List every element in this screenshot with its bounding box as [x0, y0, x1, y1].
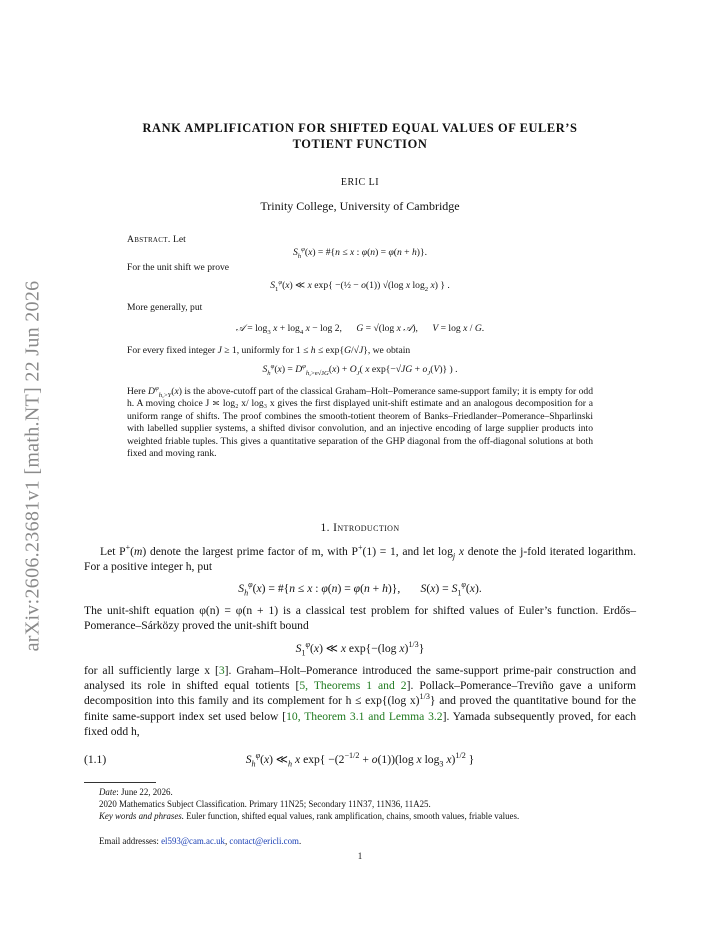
abstract-intro-line	[127, 234, 186, 246]
section-title: 1. Introduction	[320, 522, 400, 534]
abstract-closing-paragraph: Here $D^\varphi_{h,>Y}(x)$ is the above-cutoff part of the classical Graham–Holt–Pomerance same-support family; it is empty for odd h. A moving choice J ≍ log₂ x/ log₃ x gives the first displayed unit-shift estimate and an analogous decomposition for a uniform range of shifts. The proof combines the smooth-totient theorem of Banks–Friedlander–Pomerance–Shparlinski with labelled supplier systems, a shifted divisor convolution, and an injective encoding of large supplier products into weighted friable tuples. This gives a quantitative separation of the GHP diagonal from the off-diagonal solutions at both fixed and moving rank.	[127, 384, 593, 460]
intro-eq-definition: $S_h^\varphi(x)$ = #{n ≤ x : φ(n) = φ(n + h)}, $S(x) = S_1^\varphi(x)$.	[238, 580, 482, 598]
intro-paragraph-2: The unit-shift equation φ(n) = φ(n + 1) is a classical test problem for shifted values of Euler’s function. Erdős–Pomerance–Sárközy proved the unit-shift bound	[84, 604, 636, 633]
abstract-eq-decomposition: $S_h^\varphi(x) = D^\varphi_{h,>e√JG}(x) + O_J$( x $\exp\{-√JG + o_J(V)\}$ ) .	[262, 362, 458, 377]
citation-10[interactable]: 10, Theorem 3.1 and Lemma 3.2	[286, 709, 443, 723]
email-link-ericli[interactable]: contact@ericli.com	[229, 836, 299, 846]
author-name: ERIC LI	[340, 177, 380, 188]
citation-3[interactable]: 3	[218, 664, 225, 677]
abstract-eq-definitions: 𝒜 = $\log_3 x + \log_4 x - \log 2$, G = √(log x 𝒜), V = log x / G.	[235, 323, 485, 336]
abstract-eq-unit-bound: $S_1^\varphi(x)$ ≪ x exp{ −(½ − o(1)) √(log x $\log_2 x$) } .	[270, 278, 450, 293]
section-heading	[0, 522, 720, 534]
equation-number: (1.1)	[84, 753, 107, 766]
abstract-unit-shift-text: For the unit shift we prove	[127, 262, 230, 273]
title-line-1: RANK AMPLIFICATION FOR SHIFTED EQUAL VALUES OF EULER’S	[142, 121, 578, 135]
abstract-let: Let	[172, 234, 186, 245]
footnote-rule	[84, 782, 156, 783]
intro-paragraph-1: Let P+(m) denote the largest prime factor of m, with P+(1) = 1, and let $\log_j x$ denote the j-fold iterated logarithm. For a positive integer h, put	[84, 543, 636, 574]
paper-title	[100, 121, 620, 152]
intro-paragraph-3: for all sufficiently large x [3]. Graham–Holt–Pomerance introduced the same-support prime-pair construction and analysed its role in shifted equal totients [5, Theorems 1 and 2]. Pollack–Pomerance–Treviño gave a uniform decomposition into this family and its complement for h ≤ exp{(log x)$^{1/3}$} and proved the quantitative bound for the finite same-support index set used below [10, Theorem 3.1 and Lemma 3.2]. Yamada subsequently proved, for each fixed odd h,	[84, 664, 636, 738]
footnote-msc: 2020 Mathematics Subject Classification. Primary 11N25; Secondary 11N37, 11N36, 11A25.	[99, 799, 431, 809]
footnote-date: Date: June 22, 2026.	[99, 787, 173, 797]
abstract-more-generally: More generally, put	[127, 302, 203, 313]
intro-eq-eps-bound: $S_1^\varphi(x)$ ≪ x exp{−(log x)$^{1/3}$}	[295, 640, 425, 658]
arxiv-stamp	[18, 246, 48, 686]
footnote-emails: Email addresses: el593@cam.ac.uk, contact@ericli.com.	[99, 836, 302, 846]
citation-5[interactable]: 5, Theorems 1 and 2	[299, 679, 407, 693]
abstract-label: Abstract.	[127, 234, 171, 245]
email-link-cam[interactable]: el593@cam.ac.uk	[161, 836, 225, 846]
title-line-2: TOTIENT FUNCTION	[292, 136, 428, 151]
intro-eq-yamada: $S_h^\varphi(x)$ $≪_h$ x $\exp\{ -(2^{-1/2} + o(1))(\log$ x $\log_3 x)^{1/2}$ }	[245, 751, 475, 769]
abstract-eq-count: $S_h^\varphi(x)$ = #{n ≤ x : φ(n) = φ(n + h)}.	[293, 245, 427, 260]
page-number: 1	[357, 851, 363, 861]
author-affiliation: Trinity College, University of Cambridge	[260, 199, 460, 213]
abstract-fixed-integer-line: For every fixed integer J ≥ 1, uniformly for 1 ≤ h ≤ exp{G/√J}, we obtain	[127, 345, 411, 356]
arxiv-identifier[interactable]: arXiv:2606.23681v1 [math.NT] 22 Jun 2026	[21, 280, 44, 652]
footnote-keywords: Key words and phrases. Euler function, shifted equal values, rank amplification, chains, smooth values, friable values.	[99, 811, 520, 821]
